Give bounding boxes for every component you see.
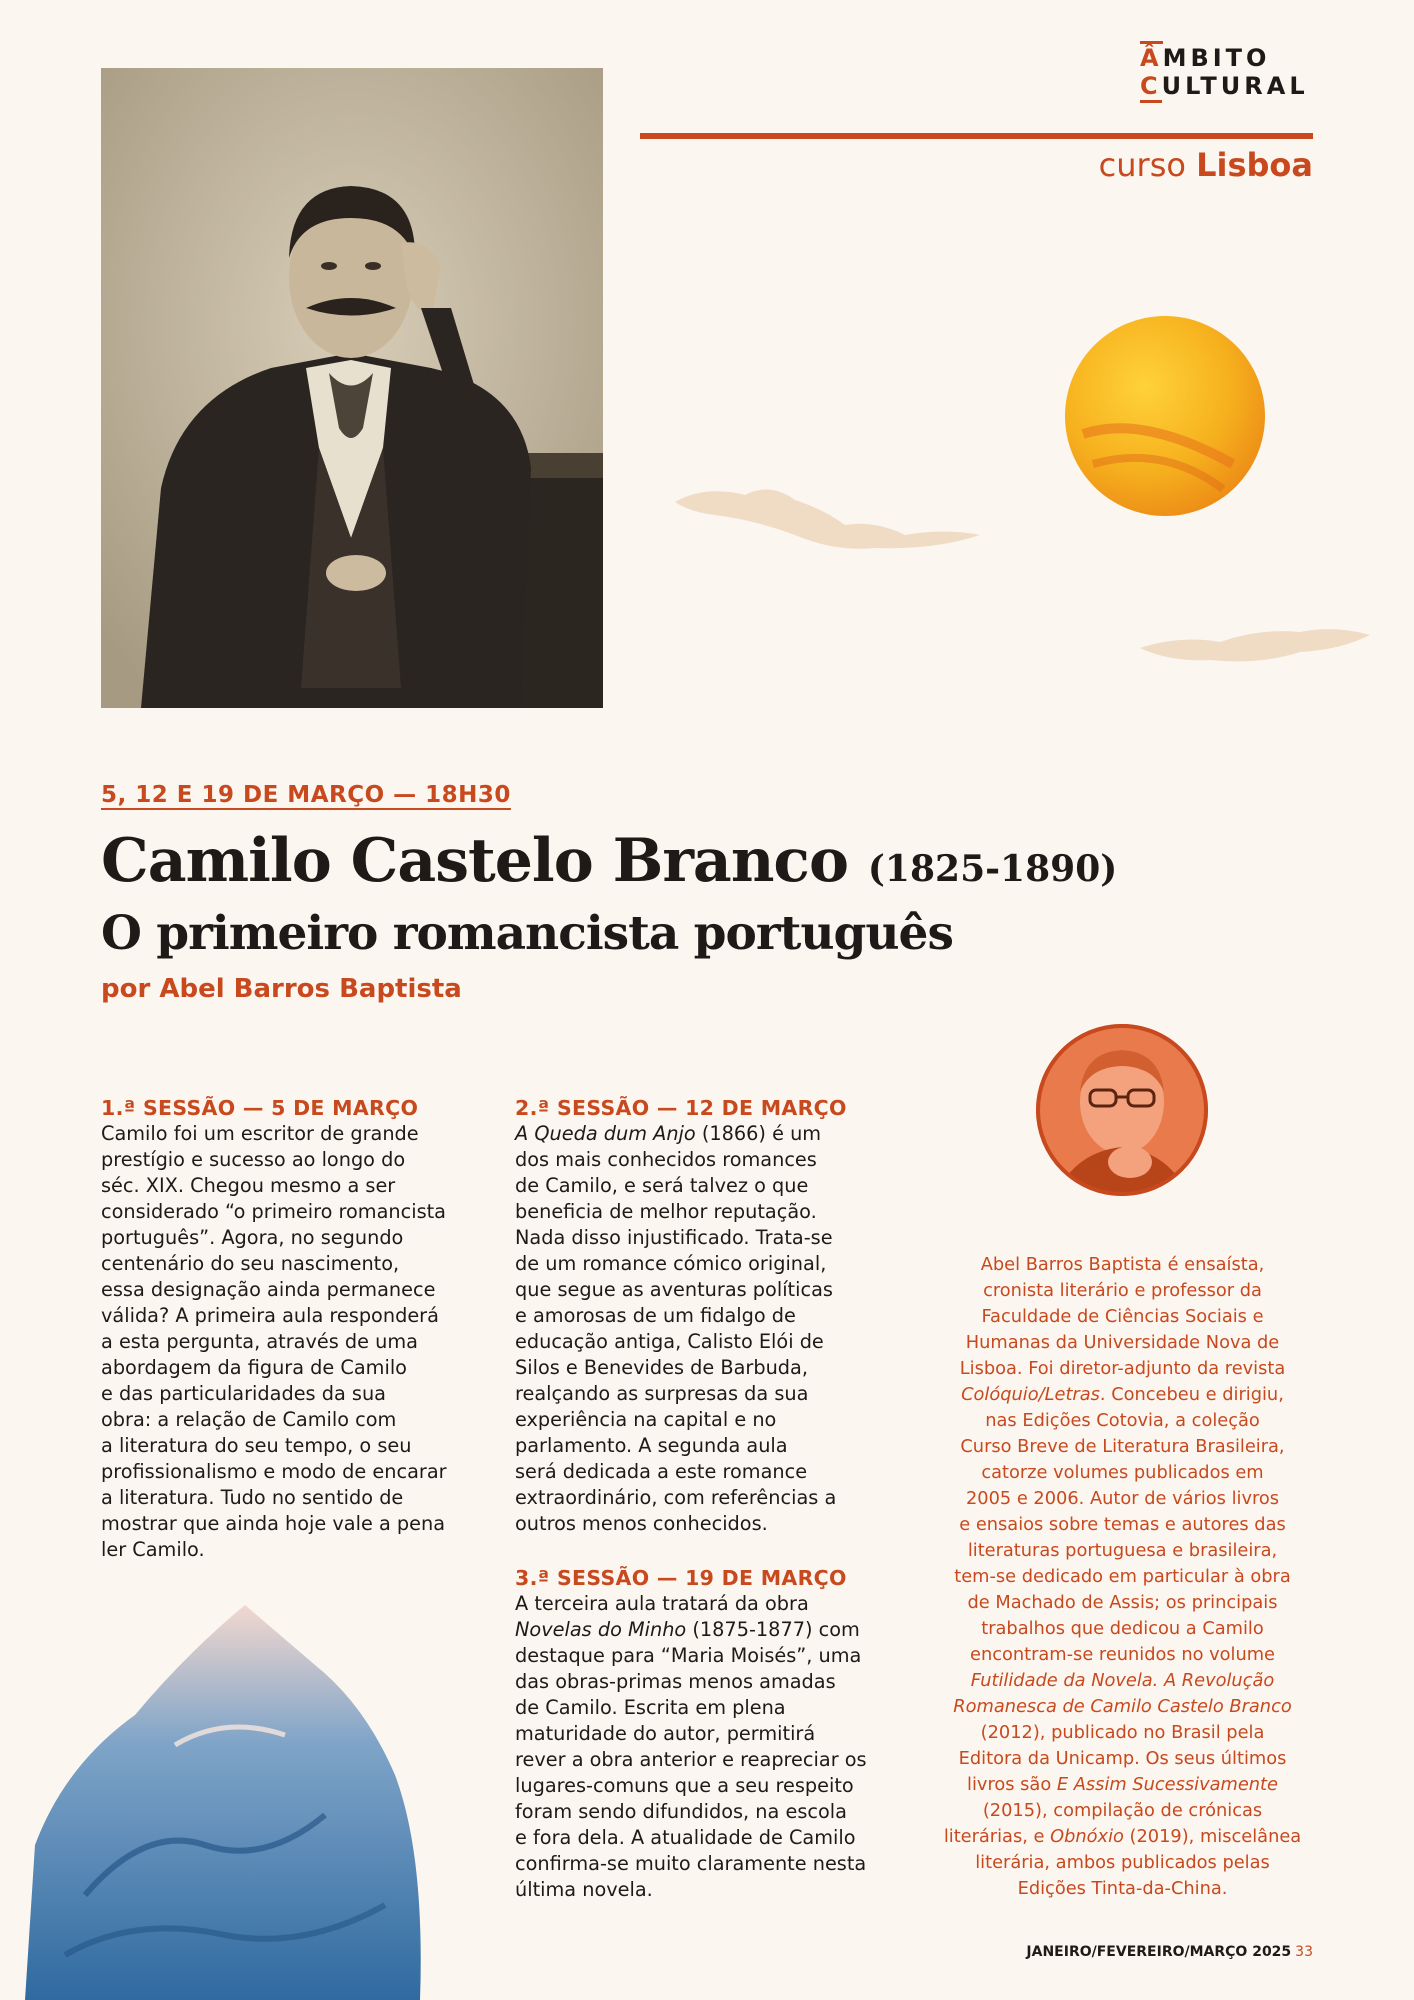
camilo-portrait-photo [101,68,603,708]
author-byline: por Abel Barros Baptista [101,974,462,1004]
author-photo [1034,1022,1210,1198]
session-heading: 1.ª SESSÃO — 5 DE MARÇO [101,1096,419,1120]
ambito-cultural-logo: ÂMBITO CULTURAL [1140,44,1309,100]
page-footer: JANEIRO/FEVEREIRO/MARÇO 2025 33 [1026,1944,1313,1960]
page-title: Camilo Castelo Branco (1825-1890) [101,826,1118,896]
session-heading: 2.ª SESSÃO — 12 DE MARÇO [515,1096,847,1120]
session-1 [101,1095,486,1563]
sun-illustration [1063,314,1267,518]
course-location: curso Lisboa [1098,146,1313,184]
session-text: Camilo foi um escritor de grande prestígio e sucesso ao longo do séc. XIX. Chegou mesmo a ser considerado “o primeiro romancista português”. Agora, no segundo centenário do seu nascimento, essa designação ainda permanece válida? A primeira aula responderá a esta pergunta, através de uma abordagem da figura de Camilo e das particularidades da sua obra: a relação de Camilo com a literatura do seu tempo, o seu profissionalismo e modo de encarar a literatura. Tudo no sentido de mostrar que ainda hoje vale a pena ler Camilo. [101,1122,447,1561]
page-subtitle: O primeiro romancista português [101,906,953,961]
page-number: 33 [1295,1944,1313,1960]
event-date: 5, 12 E 19 DE MARÇO — 18H30 [101,782,511,808]
cloud-illustration [675,480,980,555]
author-bio: Abel Barros Baptista é ensaísta, cronista literário e professor da Faculdade de Ciências Sociais e Humanas da Universidade Nova de Lisboa. Foi diretor-adjunto da revista Colóquio/Letras. Concebeu e dirigiu, nas Edições Cotovia, a coleção Curso Breve de Literatura Brasileira, catorze volumes publicados em 2005 e 2006. Autor de vários livros e ensaios sobre temas e autores das literaturas portuguesa e brasileira, tem-se dedicado em particular à obra de Machado de Assis; os principais trabalhos que dedicou a Camilo encontram-se reunidos no volume Futilidade da Novela. A Revolução Romanesca de Camilo Castelo Branco (2012), publicado no Brasil pela Editora da Unicamp. Os seus últimos livros são E Assim Sucessivamente (2015), compilação de crónicas literárias, e Obnóxio (2019), miscelânea literária, ambos publicados pelas Edições Tinta-da-China. [943,1254,1302,1899]
mountain-illustration [25,1595,430,2000]
header-rule [640,133,1313,139]
cloud-illustration-small [1140,620,1370,670]
session-text: A terceira aula tratará da obra Novelas do Minho (1875-1877) com destaque para “Maria Moisés”, uma das obras-primas menos amadas de Camilo. Escrita em plena maturidade do autor, permitirá rever a obra anterior e reapreciar os lugares-comuns que a seu respeito foram sendo difundidos, na escola e fora dela. A atualidade de Camilo confirma-se muito claramente nesta última novela. [515,1592,867,1901]
session-heading: 3.ª SESSÃO — 19 DE MARÇO [515,1566,847,1590]
session-3 [515,1565,905,1903]
session-text: A Queda dum Anjo (1866) é um dos mais conhecidos romances de Camilo, e será talvez o que beneficia de melhor reputação. Nada disso injustificado. Trata-se de um romance cómico original, que segue as aventuras políticas e amorosas de um fidalgo de educação antiga, Calisto Elói de Silos e Benevides de Barbuda, realçando as surpresas da sua experiência na capital e no parlamento. A segunda aula será dedicada a este romance extraordinário, com referências a outros menos conhecidos. [515,1122,837,1535]
session-2 [515,1095,905,1537]
